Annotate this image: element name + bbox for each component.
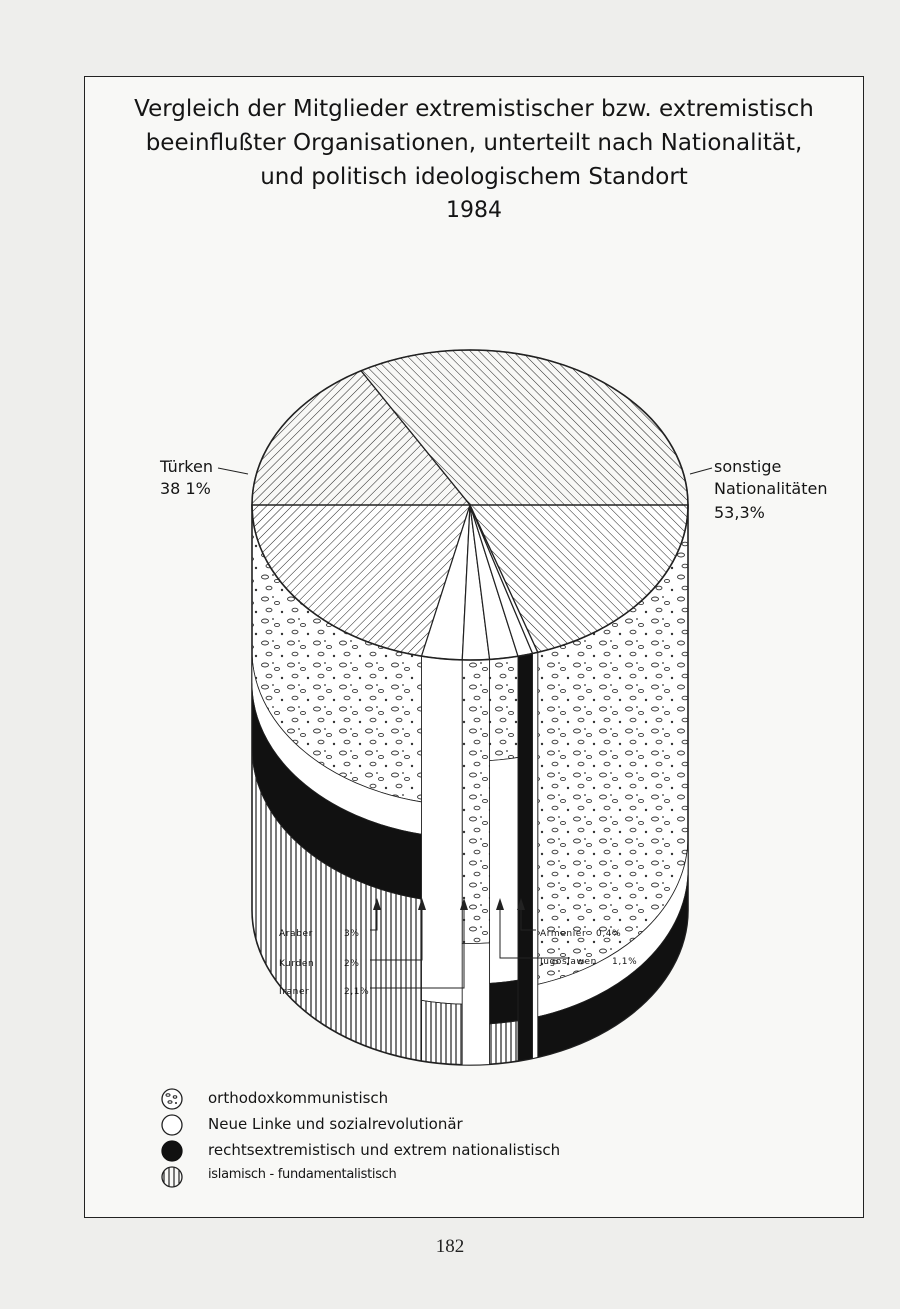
chart-subtitle-year: 1984 bbox=[446, 198, 502, 223]
title-line-1: Vergleich der Mitglieder extremistischer bzw. extremistisch bbox=[134, 96, 814, 122]
leader-line bbox=[218, 468, 248, 474]
slice-value-small: 3% bbox=[344, 929, 360, 939]
slice-label-small: Kurden bbox=[279, 959, 315, 969]
side-band-orthodox bbox=[490, 656, 518, 760]
dotted-circle-icon bbox=[158, 1088, 186, 1112]
side-band-right bbox=[490, 980, 518, 1024]
side-band-islam bbox=[422, 1000, 463, 1065]
page-number: 182 bbox=[435, 1236, 465, 1257]
legend-label: islamisch - fundamentalistisch bbox=[208, 1167, 397, 1182]
side-band-newleft bbox=[533, 652, 538, 1058]
slice-label-small: Iraner bbox=[279, 987, 310, 997]
legend-label: rechtsextremistisch und extrem nationalistisch bbox=[208, 1141, 561, 1159]
slice-value-sonstige: 53,3% bbox=[714, 503, 765, 522]
side-band-islam bbox=[490, 1021, 518, 1065]
slice-label-sonstige-2: Nationalitäten bbox=[714, 479, 828, 498]
slice-label-tuerken: Türken bbox=[160, 457, 213, 476]
title-line-3: und politisch ideologischem Standort bbox=[260, 164, 688, 190]
striped-circle-icon bbox=[158, 1166, 186, 1190]
slice-value-small: 2,1% bbox=[344, 987, 370, 997]
legend-label: orthodoxkommunistisch bbox=[208, 1089, 389, 1107]
side-band-newleft bbox=[422, 656, 463, 1004]
slice-label-small: Armenier bbox=[540, 929, 587, 939]
side-band-right bbox=[518, 653, 533, 1061]
black-circle-icon bbox=[158, 1140, 186, 1164]
slice-value-small: 2% bbox=[344, 959, 360, 969]
slice-value-tuerken: 38 1% bbox=[160, 479, 211, 498]
side-band-orthodox bbox=[462, 659, 489, 943]
leader-line bbox=[690, 468, 712, 474]
legend-label: Neue Linke und sozialrevolutionär bbox=[208, 1115, 463, 1133]
slice-label-small: Araber bbox=[279, 929, 313, 939]
side-band-newleft bbox=[490, 757, 518, 983]
slice-label-small: Jugoslawen bbox=[540, 957, 597, 967]
side-band-newleft bbox=[462, 943, 489, 1065]
title-line-2: beeinflußter Organisationen, unterteilt nach Nationalität, bbox=[145, 130, 803, 156]
slice-value-small: 0,4% bbox=[596, 929, 622, 939]
slice-label-sonstige-1: sonstige bbox=[714, 457, 782, 476]
white-circle-icon bbox=[158, 1114, 186, 1138]
slice-value-small: 1,1% bbox=[612, 957, 638, 967]
